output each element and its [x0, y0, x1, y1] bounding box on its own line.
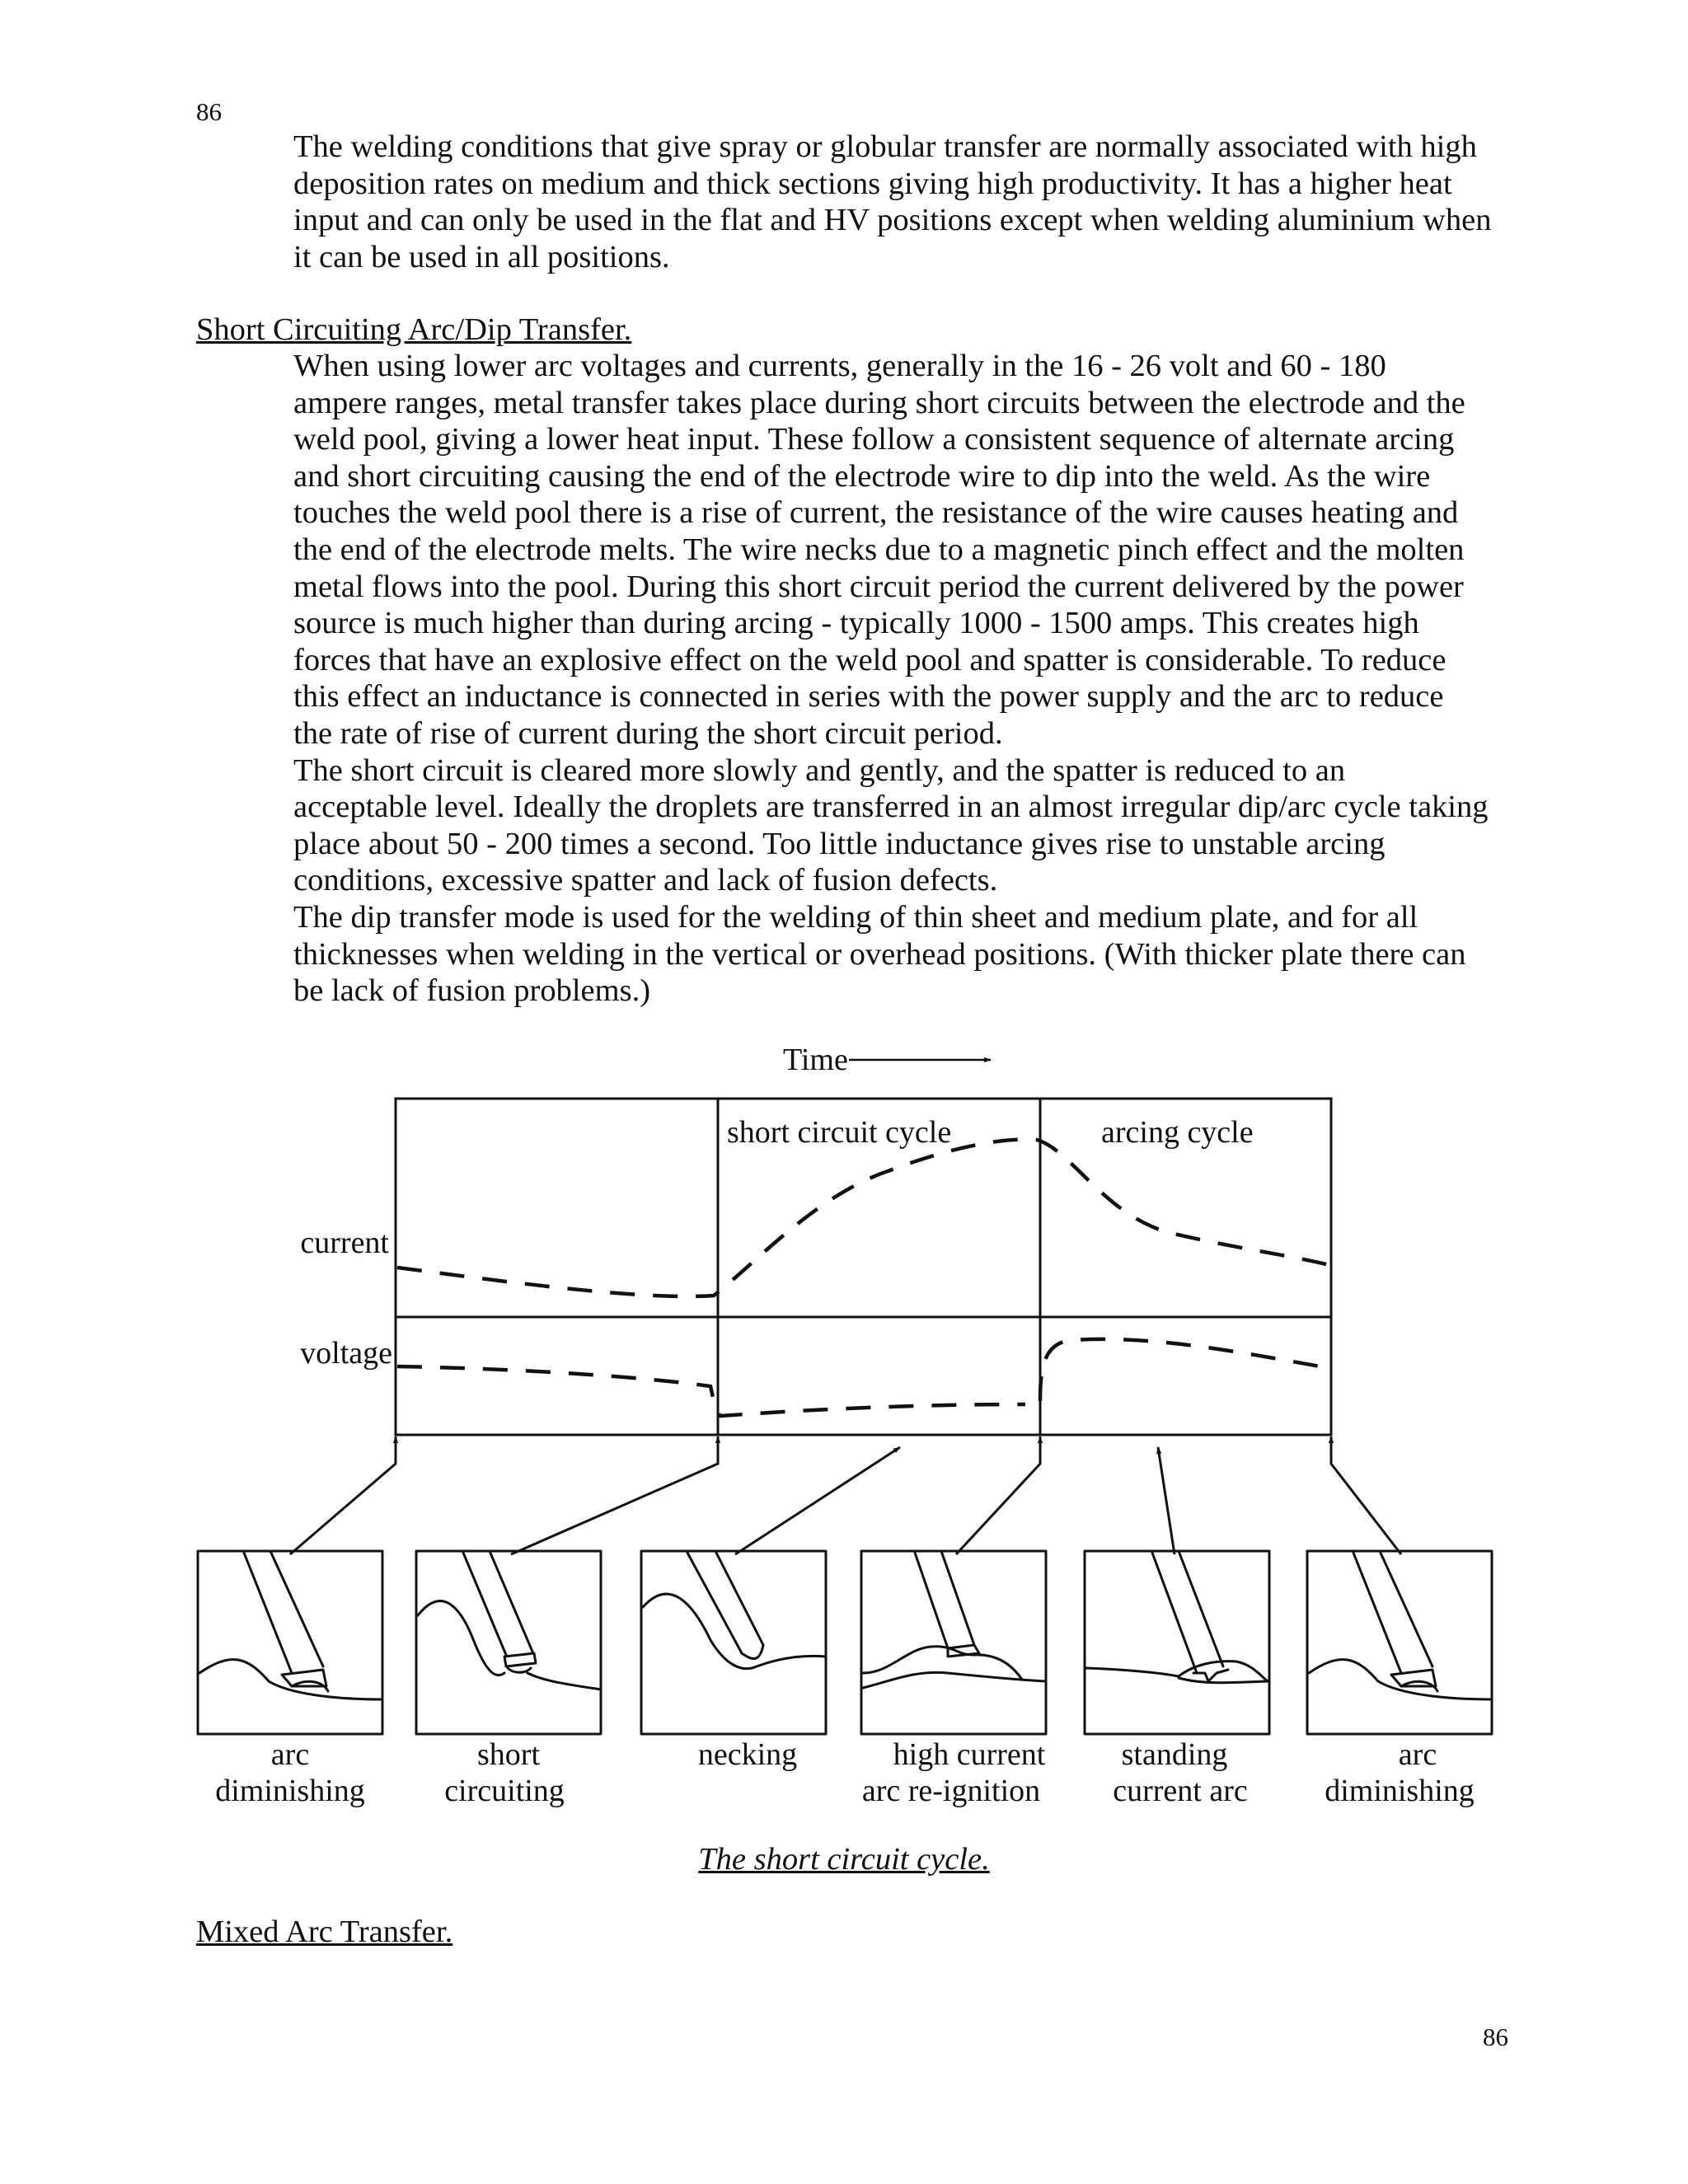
stage-4-pointer	[956, 1436, 1040, 1554]
stage-1-pointer	[290, 1436, 396, 1554]
stage-label: arc re-ignition	[861, 1774, 1041, 1808]
section-heading-mixed-arc: Mixed Arc Transfer.	[196, 1915, 453, 1949]
voltage-trace-low	[397, 1366, 1025, 1416]
stage-label: short	[477, 1737, 540, 1772]
text-line: The welding conditions that give spray or globular transfer are normally associated with high	[293, 129, 1477, 164]
voltage-axis-label: voltage	[300, 1336, 392, 1371]
stage-2-pointer	[511, 1436, 718, 1554]
stage-arc-diminishing-2-illustration	[1307, 1551, 1492, 1734]
stage-6-pointer	[1331, 1436, 1401, 1554]
text-line: the end of the electrode melts. The wire necks due to a magnetic pinch effect and the molten	[293, 532, 1465, 567]
stage-short-circuiting-illustration	[416, 1551, 601, 1734]
stage-label: diminishing	[215, 1774, 365, 1808]
text-line: thicknesses when welding in the vertical or overhead positions. (With thicker plate there can	[293, 936, 1466, 972]
text-line: metal flows into the pool. During this short circuit period the current delivered by the power	[293, 569, 1464, 604]
text-line: forces that have an explosive effect on the weld pool and spatter is considerable. To reduce	[293, 642, 1447, 677]
text-line: be lack of fusion problems.)	[293, 973, 651, 1009]
stage-label: necking	[697, 1737, 798, 1772]
page-number-bottom: 86	[1483, 2022, 1508, 2051]
stage-label: high current	[893, 1737, 1046, 1772]
current-axis-label: current	[300, 1226, 389, 1260]
text-line: and short circuiting causing the end of the electrode wire to dip into the weld. As the wire	[293, 458, 1431, 494]
stage-label: current arc	[1113, 1774, 1248, 1808]
stage-label: standing	[1121, 1737, 1228, 1772]
text-line: input and can only be used in the flat and HV positions except when welding aluminium when	[293, 203, 1492, 238]
stage-label: circuiting	[444, 1774, 565, 1808]
text-line: acceptable level. Ideally the droplets are transferred in an almost irregular dip/arc cycle taking	[293, 790, 1489, 825]
text-line: this effect an inductance is connected in series with the power supply and the arc to reduce	[293, 679, 1444, 715]
text-line: source is much higher than during arcing - typically 1000 - 1500 amps. This creates high	[293, 606, 1419, 641]
short-circuit-cycle-label: short circuit cycle	[727, 1115, 952, 1150]
arcing-cycle-label: arcing cycle	[1101, 1115, 1254, 1150]
time-label: Time	[783, 1043, 848, 1077]
section-heading-short-circuiting: Short Circuiting Arc/Dip Transfer.	[196, 312, 632, 347]
text-line: place about 50 - 200 times a second. Too little inductance gives rise to unstable arcing	[293, 826, 1386, 861]
stage-label: diminishing	[1325, 1774, 1475, 1808]
stage-3-pointer	[735, 1447, 900, 1554]
text-line: the rate of rise of current during the short circuit period.	[293, 715, 1003, 751]
text-line: When using lower arc voltages and currents, generally in the 16 - 26 volt and 60 - 180	[293, 349, 1386, 383]
stage-label: arc	[1398, 1737, 1437, 1772]
text-line: The short circuit is cleared more slowly and gently, and the spatter is reduced to an	[293, 752, 1346, 788]
voltage-trace-high	[1040, 1339, 1329, 1401]
text-line: deposition rates on medium and thick sections giving high productivity. It has a higher heat	[293, 166, 1452, 201]
page-number-top: 86	[196, 97, 222, 126]
text-line: The dip transfer mode is used for the welding of thin sheet and medium plate, and for all	[293, 899, 1418, 935]
text-line: ampere ranges, metal transfer takes place during short circuits between the electrode and the	[293, 385, 1465, 420]
text-line: it can be used in all positions.	[293, 239, 670, 274]
text-line: conditions, excessive spatter and lack of fusion defects.	[293, 863, 998, 898]
stage-5-pointer	[1158, 1447, 1175, 1554]
text-line: weld pool, giving a lower heat input. These follow a consistent sequence of alternate arcing	[293, 422, 1455, 457]
stage-arc-diminishing-illustration	[198, 1551, 382, 1734]
stage-high-current-arc-re-ignition-illustration	[861, 1551, 1046, 1734]
stage-label: arc	[270, 1737, 310, 1772]
text-line: touches the weld pool there is a rise of current, the resistance of the wire causes heating and	[293, 495, 1459, 531]
current-trace	[397, 1139, 1329, 1296]
stage-necking-illustration	[641, 1551, 826, 1734]
figure-caption: The short circuit cycle.	[698, 1842, 990, 1877]
stage-standing-current-arc-illustration	[1085, 1551, 1269, 1734]
